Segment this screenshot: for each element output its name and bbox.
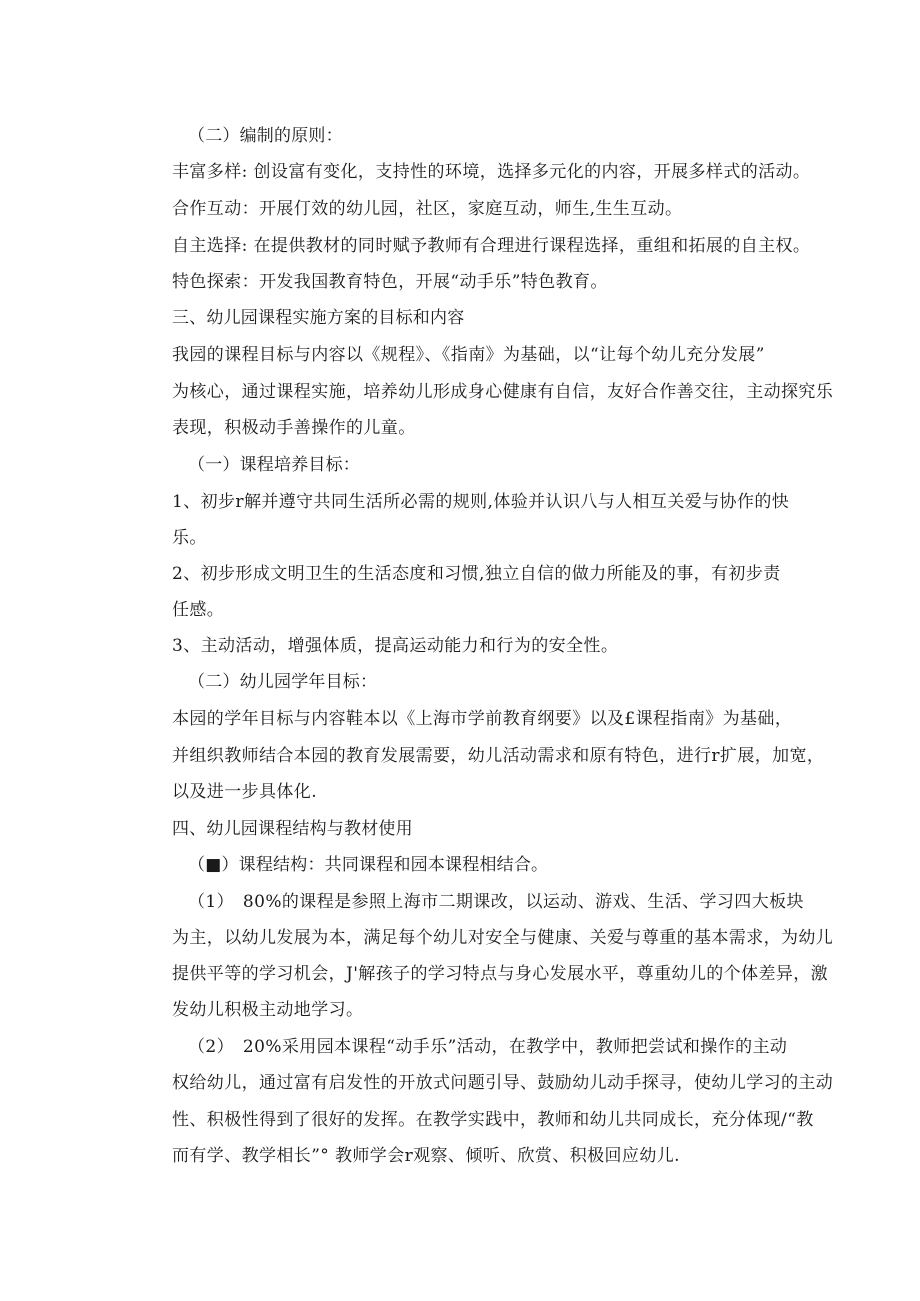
section-heading-training-goals: （一）课程培养目标： xyxy=(188,455,360,475)
principle-rich-diverse: 丰富多样: 创设富有变化，支持性的环境，选择多元化的内容，开展多样式的活动。 xyxy=(172,162,811,182)
goal-2-line-2: 任感。 xyxy=(172,600,225,620)
section-heading-four: 四、幼儿园课程结构与教材使用 xyxy=(172,819,413,839)
item-1-line-3: 提供平等的学习机会，J'解孩子的学习特点与身心发展水平，尊重幼儿的个体差异，激 xyxy=(172,964,829,984)
section-heading-annual-goals: （二）幼儿园学年目标： xyxy=(188,672,378,692)
paragraph-annual-line-2: 并组织教师结合本园的教育发展需要，幼儿活动需求和原有特色，进行r扩展，加宽， xyxy=(172,746,825,766)
paragraph-goals-line-3: 表现，积极动手善操作的儿童。 xyxy=(172,418,416,438)
item-2-line-4: 而有学、教学相长”° 教师学会r观察、倾听、欣赏、积极回应幼儿. xyxy=(172,1146,680,1166)
item-2-line-2: 权给幼儿，通过富有启发性的开放式问题引导、鼓励幼儿动手探寻，使幼儿学习的主动 xyxy=(172,1073,834,1093)
principle-feature-exploration: 特色探索：开发我国教育特色，开展“动手乐”特色教育。 xyxy=(172,272,608,292)
item-1-line-2: 为主，以幼儿发展为本，满足每个幼儿对安全与健康、关爱与尊重的基本需求，为幼儿 xyxy=(172,928,834,948)
section-heading-structure: （■）课程结构：共同课程和园本课程相结合。 xyxy=(188,855,549,875)
item-2-line-1: （2） 20%采用园本课程“动手乐”活动，在教学中，教师把尝试和操作的主动 xyxy=(188,1037,788,1057)
goal-1-line-1: 1、初步r解并遵守共同生活所必需的规则,体验并认识八与人相互关爱与协作的快 xyxy=(172,492,790,512)
item-1-line-4: 发幼儿积极主动地学习。 xyxy=(172,1000,364,1020)
paragraph-goals-line-1: 我园的课程目标与内容以《规程》、《指南》为基础，以“让每个幼儿充分发展” xyxy=(172,345,765,365)
paragraph-goals-line-2: 为核心，通过课程实施，培养幼儿形成身心健康有自信，友好合作善交往，主动探究乐 xyxy=(172,382,834,402)
goal-2-line-1: 2、初步形成文明卫生的生活态度和习惯,独立自信的做力所能及的事，有初步责 xyxy=(172,564,781,584)
paragraph-annual-line-3: 以及进一步具体化. xyxy=(172,782,318,802)
section-heading-principles: （二）编制的原则： xyxy=(188,126,343,146)
principle-autonomy: 自主选择: 在提供教材的同时赋予教师有合理进行课程选择，重组和拓展的自主权。 xyxy=(172,236,811,256)
item-1-line-1: （1） 80%的课程是参照上海市二期课改，以运动、游戏、生活、学习四大板块 xyxy=(188,892,804,912)
goal-3: 3、主动活动，增强体质，提高运动能力和行为的安全性。 xyxy=(172,636,619,656)
goal-1-line-2: 乐。 xyxy=(172,528,207,548)
section-heading-three: 三、幼儿园课程实施方案的目标和内容 xyxy=(172,308,465,328)
paragraph-annual-line-1: 本园的学年目标与内容鞋本以《上海市学前教育纲要》以及£课程指南》为基础， xyxy=(172,709,793,729)
principle-cooperation: 合作互动：开展仃效的幼儿园，社区，家庭互动，师生,生生互动。 xyxy=(172,199,683,219)
item-2-line-3: 性、积极性得到了很好的发挥。在教学实践中，教师和幼儿共同成长，充分体现/“教 xyxy=(172,1110,814,1130)
